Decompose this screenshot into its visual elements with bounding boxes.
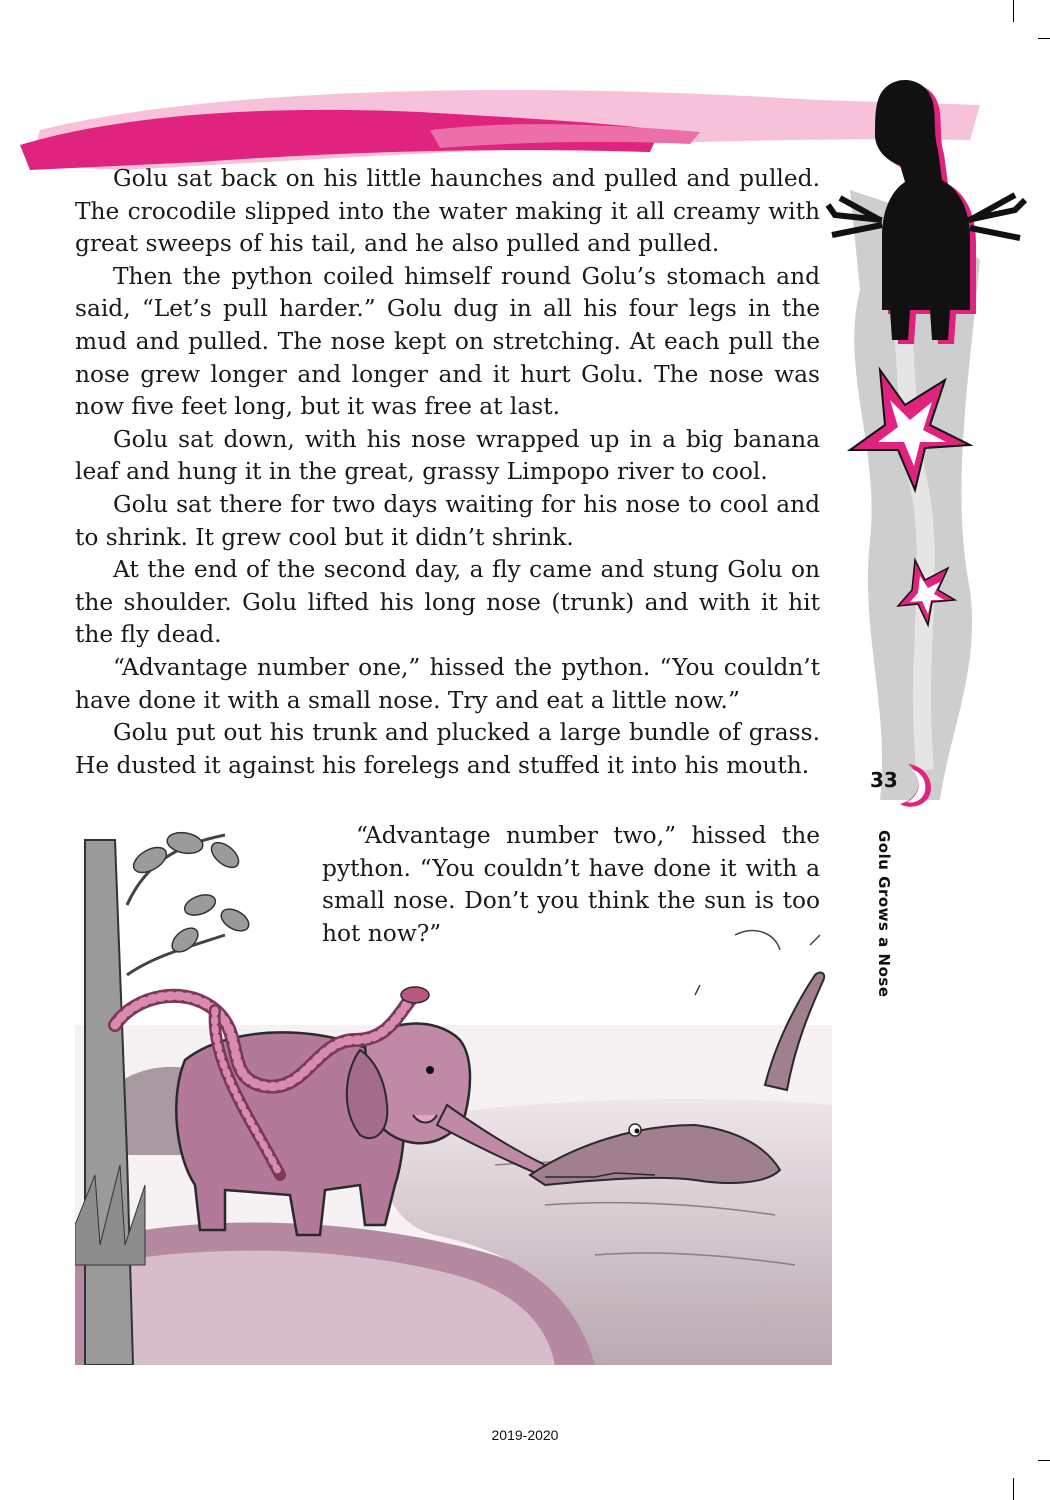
edition-year: 2019-2020 (491, 1427, 559, 1443)
paragraph: Then the python coiled himself round Golu’s stomach and said, “Let’s pull harder.” Golu dug in all his four legs in the mud and pulled. The nose kept on stretching. At each pull the nose grew longer and longer and it hurt Golu. The nose was now five feet long, but it was free at last. (75, 262, 820, 421)
story-text (75, 163, 820, 782)
paragraph: Golu sat back on his little haunches and pulled and pulled. The crocodile slipped into the water making it all creamy with great sweeps of his tail, and he also pulled and pulled. (75, 165, 820, 258)
illustration-caption-text (322, 820, 820, 950)
crop-mark-right-bottom (1038, 1460, 1050, 1461)
sidebar-artwork (820, 70, 1050, 800)
paragraph: At the end of the second day, a fly came and stung Golu on the shoulder. Golu lifted his long nose (trunk) and with it hit the fly dead. (75, 556, 820, 649)
crop-mark-top-right (1013, 0, 1014, 22)
crescent-moon-icon (892, 760, 938, 810)
page-number: 33 (870, 768, 898, 792)
crop-mark-right-top (1038, 38, 1050, 39)
paragraph: Golu put out his trunk and plucked a large bundle of grass. He dusted it against his forelegs and stuffed it into his mouth. (75, 719, 820, 779)
chapter-title: Golu Grows a Nose (875, 830, 893, 998)
paragraph: Golu sat there for two days waiting for his nose to cool and to shrink. It grew cool but it didn’t shrink. (75, 490, 820, 551)
paragraph: “Advantage number one,” hissed the python. “You couldn’t have done it with a small nose. Try and eat a little now.” (75, 653, 820, 714)
crop-mark-bottom-right (1013, 1478, 1014, 1500)
paragraph: “Advantage number two,” hissed the python. “You couldn’t have done it with a small nose. Don’t you think the sun is too hot now?” (322, 822, 820, 947)
paragraph: Golu sat down, with his nose wrapped up in a big banana leaf and hung it in the great, grassy Limpopo river to cool. (75, 425, 820, 486)
